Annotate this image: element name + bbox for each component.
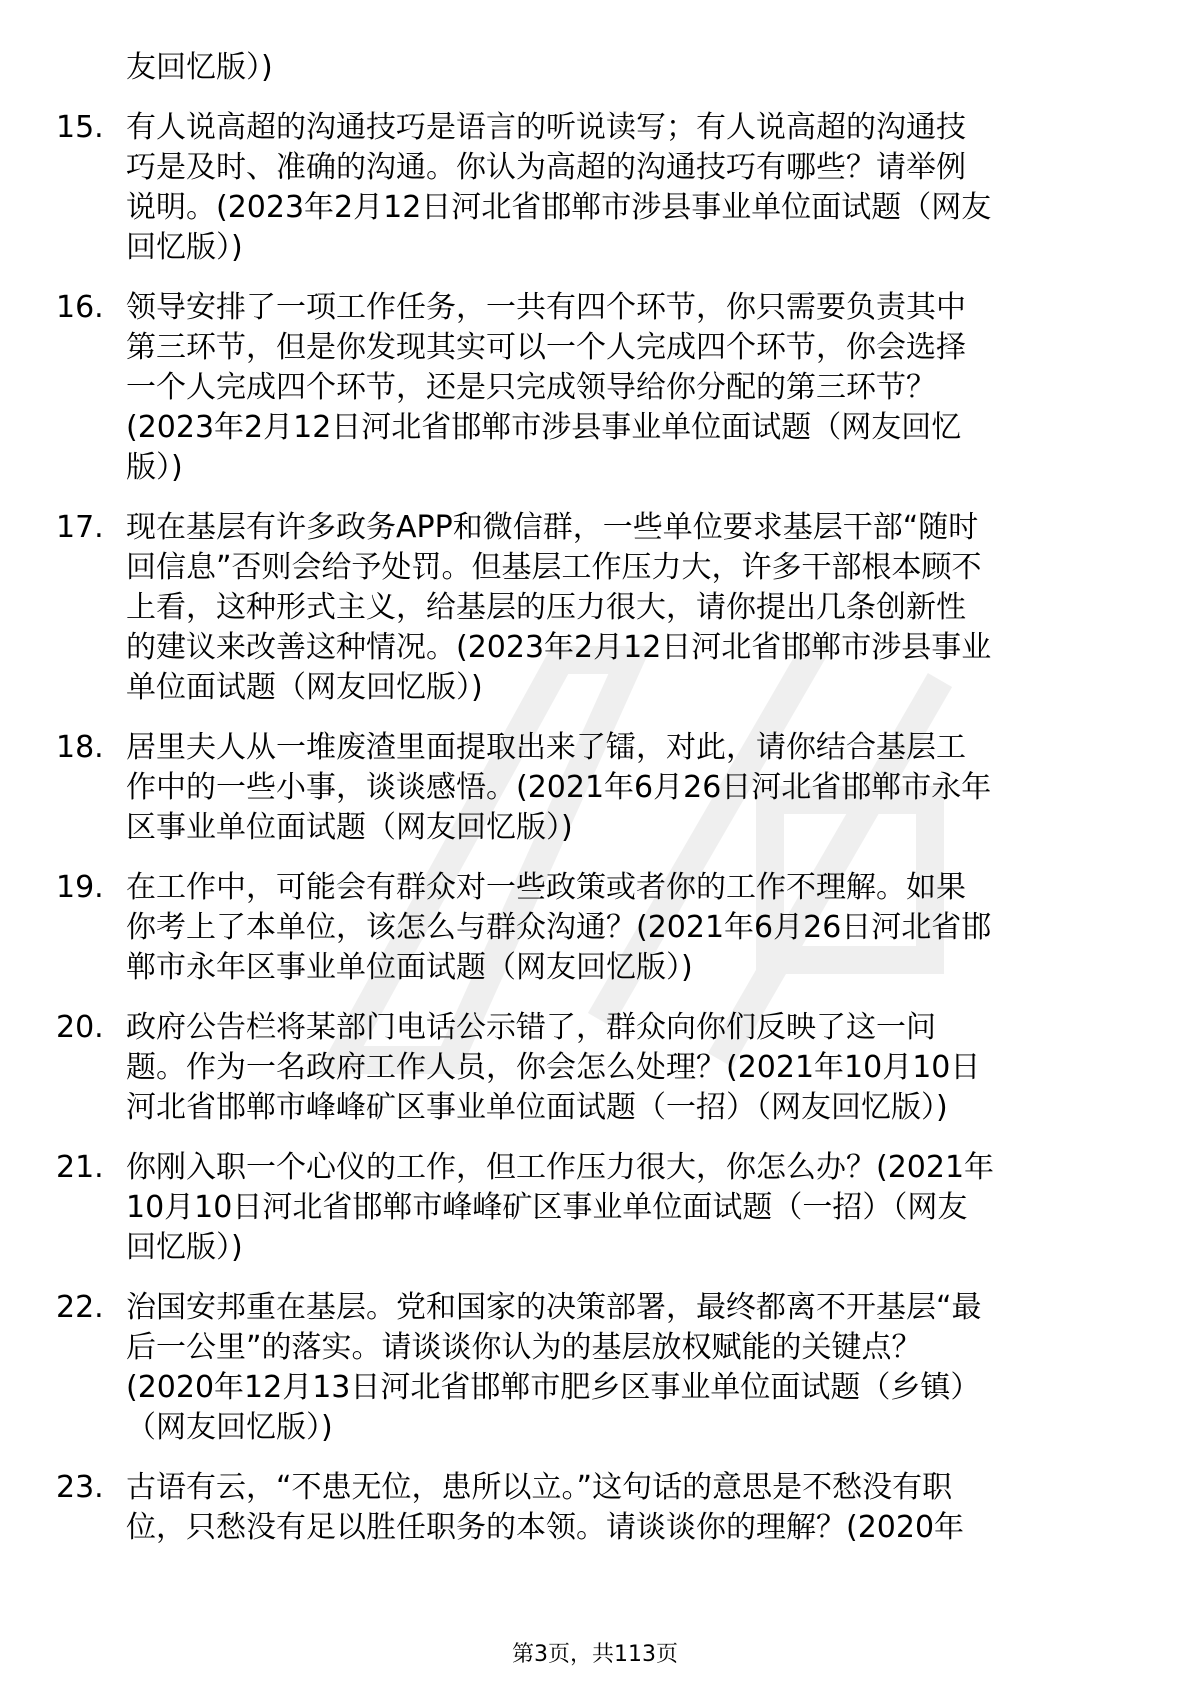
question-line: 上看，这种形式主义，给基层的压力很大，请你提出几条创新性 [126,590,966,625]
question-number: 16. [56,290,104,325]
page-number-footer: 第3页，共113页 [512,1642,678,1667]
question-line: 区事业单位面试题（网友回忆版）) [126,810,573,845]
question-line: 河北省邯郸市峰峰矿区事业单位面试题（一招）（网友回忆版）) [126,1090,948,1125]
question-line: 回信息”否则会给予处罚。但基层工作压力大，许多干部根本顾不 [126,550,982,585]
question-line: 政府公告栏将某部门电话公示错了，群众向你们反映了这一问 [126,1010,936,1045]
question-number: 17. [56,510,104,545]
question-number: 22. [56,1290,104,1325]
question-number: 19. [56,870,104,905]
question-line: 第三环节，但是你发现其实可以一个人完成四个环节，你会选择 [126,330,966,365]
question-line: 有人说高超的沟通技巧是语言的听说读写；有人说高超的沟通技 [126,110,966,145]
question-number: 18. [56,730,104,765]
question-line: 郸市永年区事业单位面试题（网友回忆版）) [126,950,693,985]
question-line: 一个人完成四个环节，还是只完成领导给你分配的第三环节？ [126,370,936,405]
question-line: 作中的一些小事，谈谈感悟。(2021年6月26日河北省邯郸市永年 [126,770,992,805]
question-line: 位，只愁没有足以胜任职务的本领。请谈谈你的理解？(2020年 [126,1510,965,1545]
question-line: 回忆版）) [126,230,243,265]
question-line: (2023年2月12日河北省邯郸市涉县事业单位面试题（网友回忆 [126,410,962,445]
question-line: 你刚入职一个心仪的工作，但工作压力很大，你怎么办？(2021年 [126,1150,995,1185]
question-line: 领导安排了一项工作任务，一共有四个环节，你只需要负责其中 [126,290,966,325]
question-line: 在工作中，可能会有群众对一些政策或者你的工作不理解。如果 [126,870,966,905]
question-line: 的建议来改善这种情况。(2023年2月12日河北省邯郸市涉县事业 [126,630,992,665]
question-line: 现在基层有许多政务APP和微信群，一些单位要求基层干部“随时 [126,510,979,545]
question-number: 20. [56,1010,104,1045]
question-line: 单位面试题（网友回忆版）) [126,670,483,705]
question-line: 你考上了本单位，该怎么与群众沟通？(2021年6月26日河北省邯 [126,910,992,945]
question-line: 巧是及时、准确的沟通。你认为高超的沟通技巧有哪些？请举例 [126,150,966,185]
question-line: 友回忆版）) [126,50,273,85]
question-line: 10月10日河北省邯郸市峰峰矿区事业单位面试题（一招）（网友 [126,1190,968,1225]
question-number: 23. [56,1470,104,1505]
question-line: (2020年12月13日河北省邯郸市肥乡区事业单位面试题（乡镇） [126,1370,981,1405]
question-line: 说明。(2023年2月12日河北省邯郸市涉县事业单位面试题（网友 [126,190,992,225]
question-line: （网友回忆版）) [126,1410,333,1445]
question-number: 21. [56,1150,104,1185]
question-line: 居里夫人从一堆废渣里面提取出来了镭，对此，请你结合基层工 [126,730,966,765]
question-number: 15. [56,110,104,145]
question-line: 治国安邦重在基层。党和国家的决策部署，最终都离不开基层“最 [126,1290,982,1325]
question-line: 版）) [126,450,183,485]
question-line: 题。作为一名政府工作人员，你会怎么处理？(2021年10月10日 [126,1050,981,1085]
question-line: 古语有云，“不患无位，患所以立。”这句话的意思是不愁没有职 [126,1470,953,1505]
question-line: 后一公里”的落实。请谈谈你认为的基层放权赋能的关键点？ [126,1330,922,1365]
question-line: 回忆版）) [126,1230,243,1265]
